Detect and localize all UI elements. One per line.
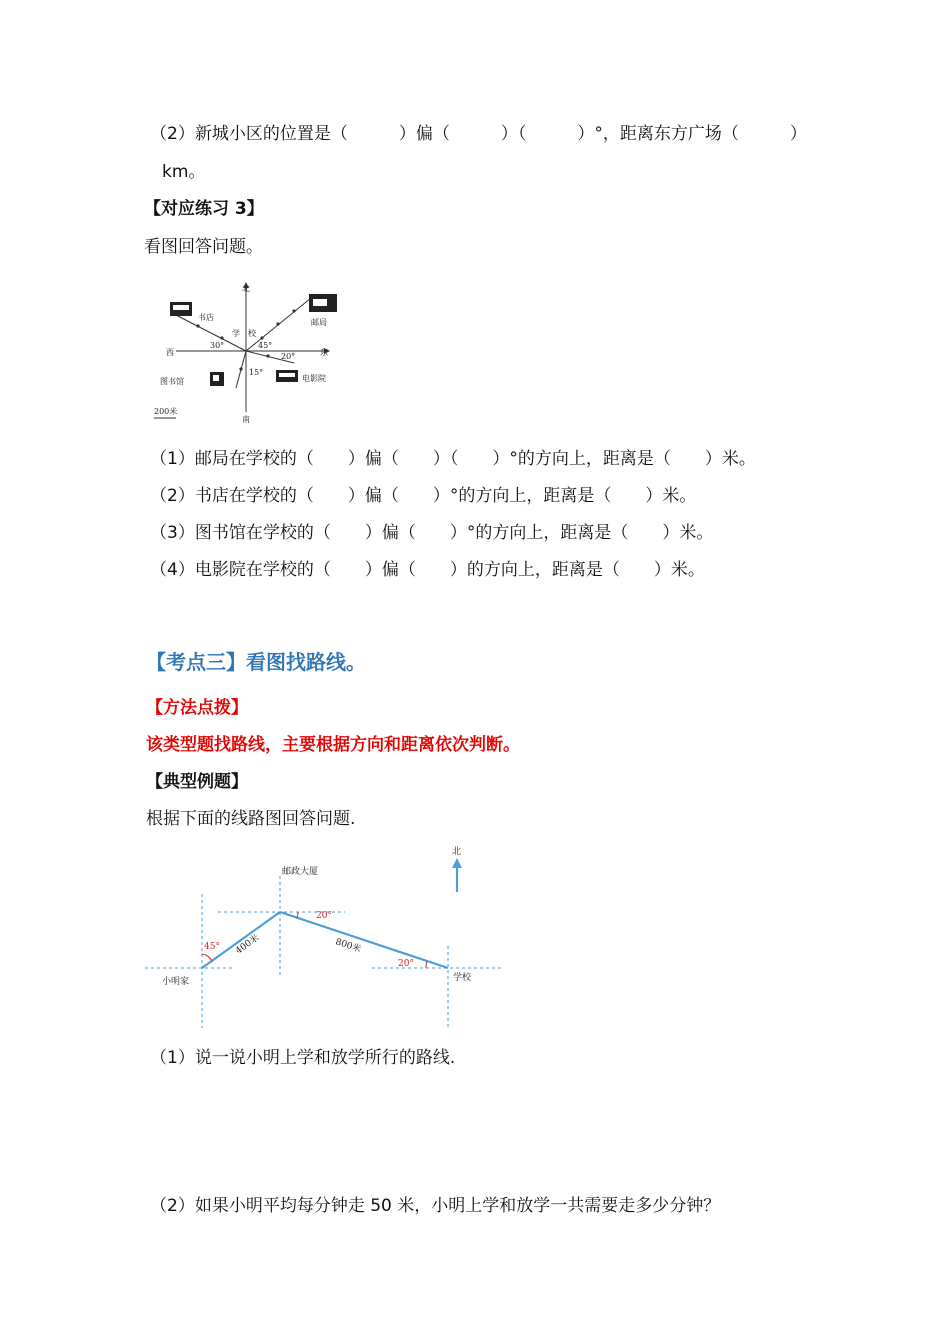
dot [266,354,269,357]
east-label: 东 [320,348,328,357]
route-post-school [280,912,448,968]
north-label: 北 [452,847,462,857]
distance-800: 800米 [334,937,363,955]
angle-school: 20° [398,959,414,969]
north-arrow [452,858,462,868]
angle-arc-school [426,961,427,968]
example-question-1: （1）说一说小明上学和放学所行的路线. [150,1048,456,1068]
library-label: 图书馆 [160,377,184,386]
practice-3-question-2: （2）书店在学校的（ ）偏（ ）°的方向上，距离是（ ）米。 [150,486,697,506]
example-heading: 【典型例题】 [146,772,248,792]
west-label: 西 [166,348,174,357]
dot [276,322,279,325]
south-label: 南 [242,415,250,424]
practice-3-heading: 【对应练习 3】 [144,199,264,219]
question-2-line-1: （2）新城小区的位置是（ ）偏（ ）（ ）°，距离东方广场（ ） [150,124,807,144]
post-building-label: 邮政大厦 [282,867,319,877]
post-office-label: 邮局 [311,318,327,327]
route-map [140,836,510,1032]
scale-label: 200米 [154,407,178,416]
home-label: 小明家 [162,977,190,987]
example-question-2: （2）如果小明平均每分钟走 50 米，小明上学和放学一共需要走多少分钟？ [150,1196,721,1216]
school-label: 学校 [453,973,472,983]
angle-post-office: 45° [258,341,273,350]
practice-3-question-1: （1）邮局在学校的（ ）偏（ ）（ ）°的方向上，距离是（ ）米。 [150,449,756,469]
dot [220,336,223,339]
angle-library: 15° [249,368,264,377]
angle-bookstore: 30° [210,341,225,350]
practice-3-question-3: （3）图书馆在学校的（ ）偏（ ）°的方向上，距离是（ ）米。 [150,523,714,543]
dot [239,367,242,370]
distance-400: 400米 [233,933,262,957]
example-intro: 根据下面的线路图回答问题. [146,809,356,829]
section-3-title: 【考点三】看图找路线。 [146,650,366,674]
route-home-post [202,912,280,968]
angle-cinema: 20° [281,352,296,361]
question-2-line-2: km。 [162,162,206,182]
angle-home: 45° [204,942,220,952]
bookstore-label: 书店 [198,313,214,322]
school-direction-map [146,276,346,426]
dot [196,324,199,327]
north-label: 北 [242,284,250,293]
practice-3-intro: 看图回答问题。 [144,237,263,257]
dot [260,336,263,339]
cinema-label: 电影院 [302,374,326,383]
school-label: 学 校 [232,329,256,338]
method-heading: 【方法点拨】 [146,698,248,718]
angle-post: 20° [316,911,332,921]
practice-3-question-4: （4）电影院在学校的（ ）偏（ ）的方向上，距离是（ ）米。 [150,560,705,580]
dot [292,309,295,312]
method-text: 该类型题找路线，主要根据方向和距离依次判断。 [146,735,520,755]
angle-arc-home [202,954,212,961]
